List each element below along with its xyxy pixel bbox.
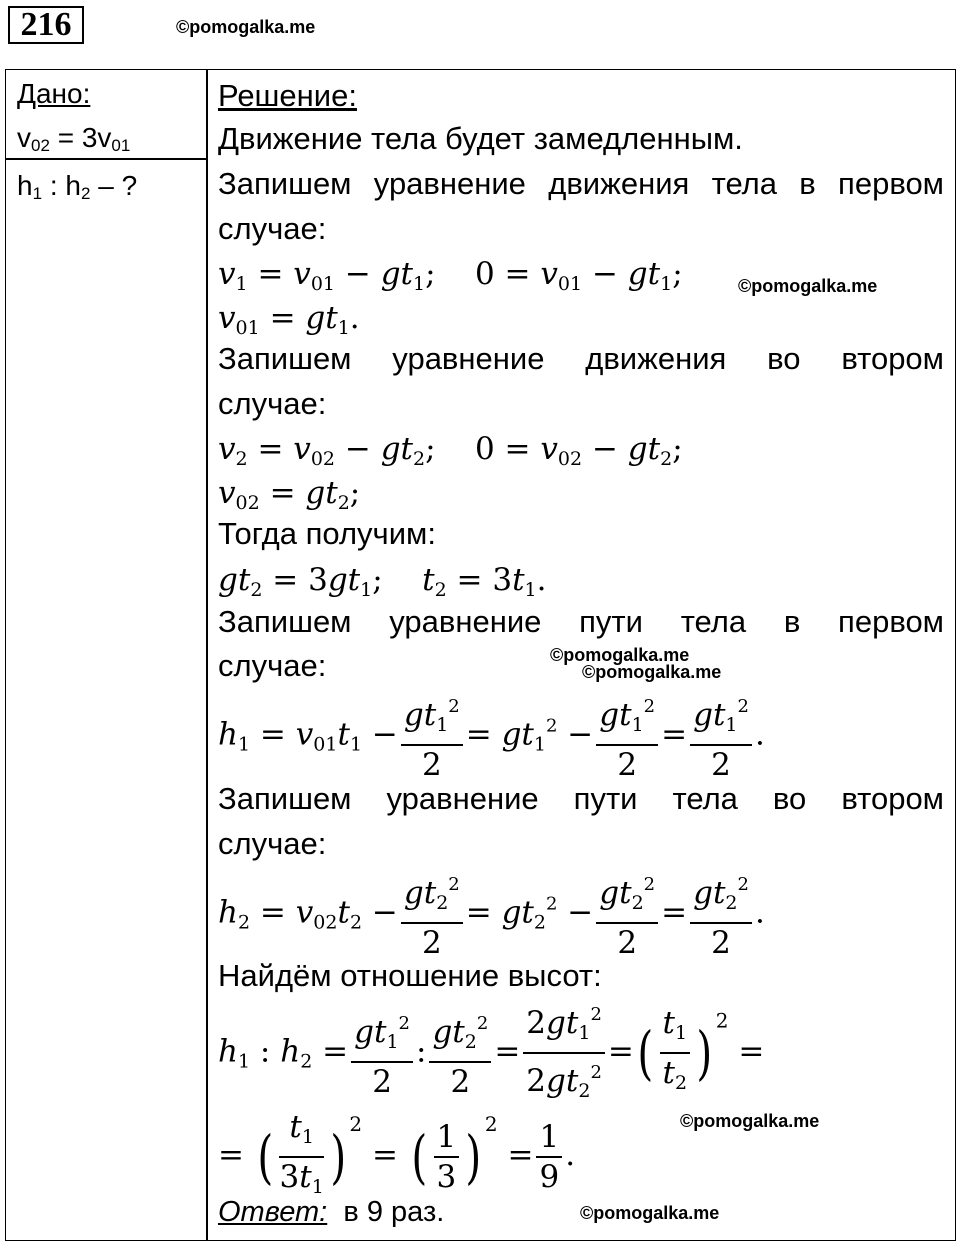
solution-title: Решение: [218,78,357,113]
solution-text-8: случае: [218,648,327,683]
solution-text-9: Запишем уравнение пути тела во втором [218,781,944,816]
watermark: ©pomogalka.me [550,645,690,665]
header-watermark: ©pomogalka.me [176,17,316,37]
answer: Ответ: в 9 раз. [218,1196,445,1228]
equation-path-1: $h_1 = v_{01}t_1$ − $\frac{gt_1^2}{2}$ = $gt_1^2$ − $\frac{gt_1^2}{2}$ = $\frac{gt_1^2}{2}$ . [218,690,765,782]
watermark: ©pomogalka.me [582,662,722,682]
solution-text-2: Запишем уравнение движения тела в первом [218,166,944,201]
equation-v02: $v_{02} = gt_2$; [218,475,361,514]
equation-v01: $v_{01} = gt_1$. [218,300,360,339]
watermark: ©pomogalka.me [738,276,878,296]
equation-motion-1: $v_1 = v_{01} - gt_1$; $0 = v_{01} - gt_1$; [218,256,683,295]
watermark: ©pomogalka.me [580,1203,720,1223]
solution-text-4: Запишем уравнение движения во втором [218,341,944,376]
equation-path-2: $h_2 = v_{02}t_2$ − $\frac{gt_2^2}{2}$ = $gt_2^2$ − $\frac{gt_2^2}{2}$ = $\frac{gt_2^2}{2}$ . [218,868,765,960]
solution-text-7: Запишем уравнение пути тела в первом [218,604,944,639]
solution-text-11: Найдём отношение высот: [218,958,602,993]
solution-text-6: Тогда получим: [218,516,436,551]
column-divider [206,69,208,1241]
watermark: ©pomogalka.me [680,1111,820,1131]
solution-text-1: Движение тела будет замедленным. [218,121,743,156]
given-title: Дано: [17,78,91,109]
equation-ratio-1: $h_1$ : $h_2$ = $\frac{gt_1^2}{2}$ : $\frac{gt_2^2}{2}$ = $\frac{2gt_1^2}{2gt_2^2}$ =( $\frac{t_1}{t_2}$ ) $^2$ = [218,998,764,1108]
find-quantity: $h_1$ : $h_2$ – ? [17,170,138,203]
equation-motion-2: $v_2 = v_{02} - gt_2$; $0 = v_{02} - gt_2$; [218,431,683,470]
solution-text-10: случае: [218,826,327,861]
given-condition: $v_{02} = 3v_{01}$ [17,122,131,155]
equation-time-relation: $gt_2 = 3gt_1$; $t_2 = 3t_1$. [218,562,547,601]
solution-text-5: случае: [218,386,327,421]
problem-number: 216 [8,6,84,44]
solution-text-3: случае: [218,211,327,246]
equation-ratio-2: = ( $\frac{t_1}{3t_1}$ ) $^2$ = ( $\frac{1}{3}$ ) $^2$ = $\frac{1}{9}$ . [218,1108,576,1198]
given-divider [5,158,207,160]
